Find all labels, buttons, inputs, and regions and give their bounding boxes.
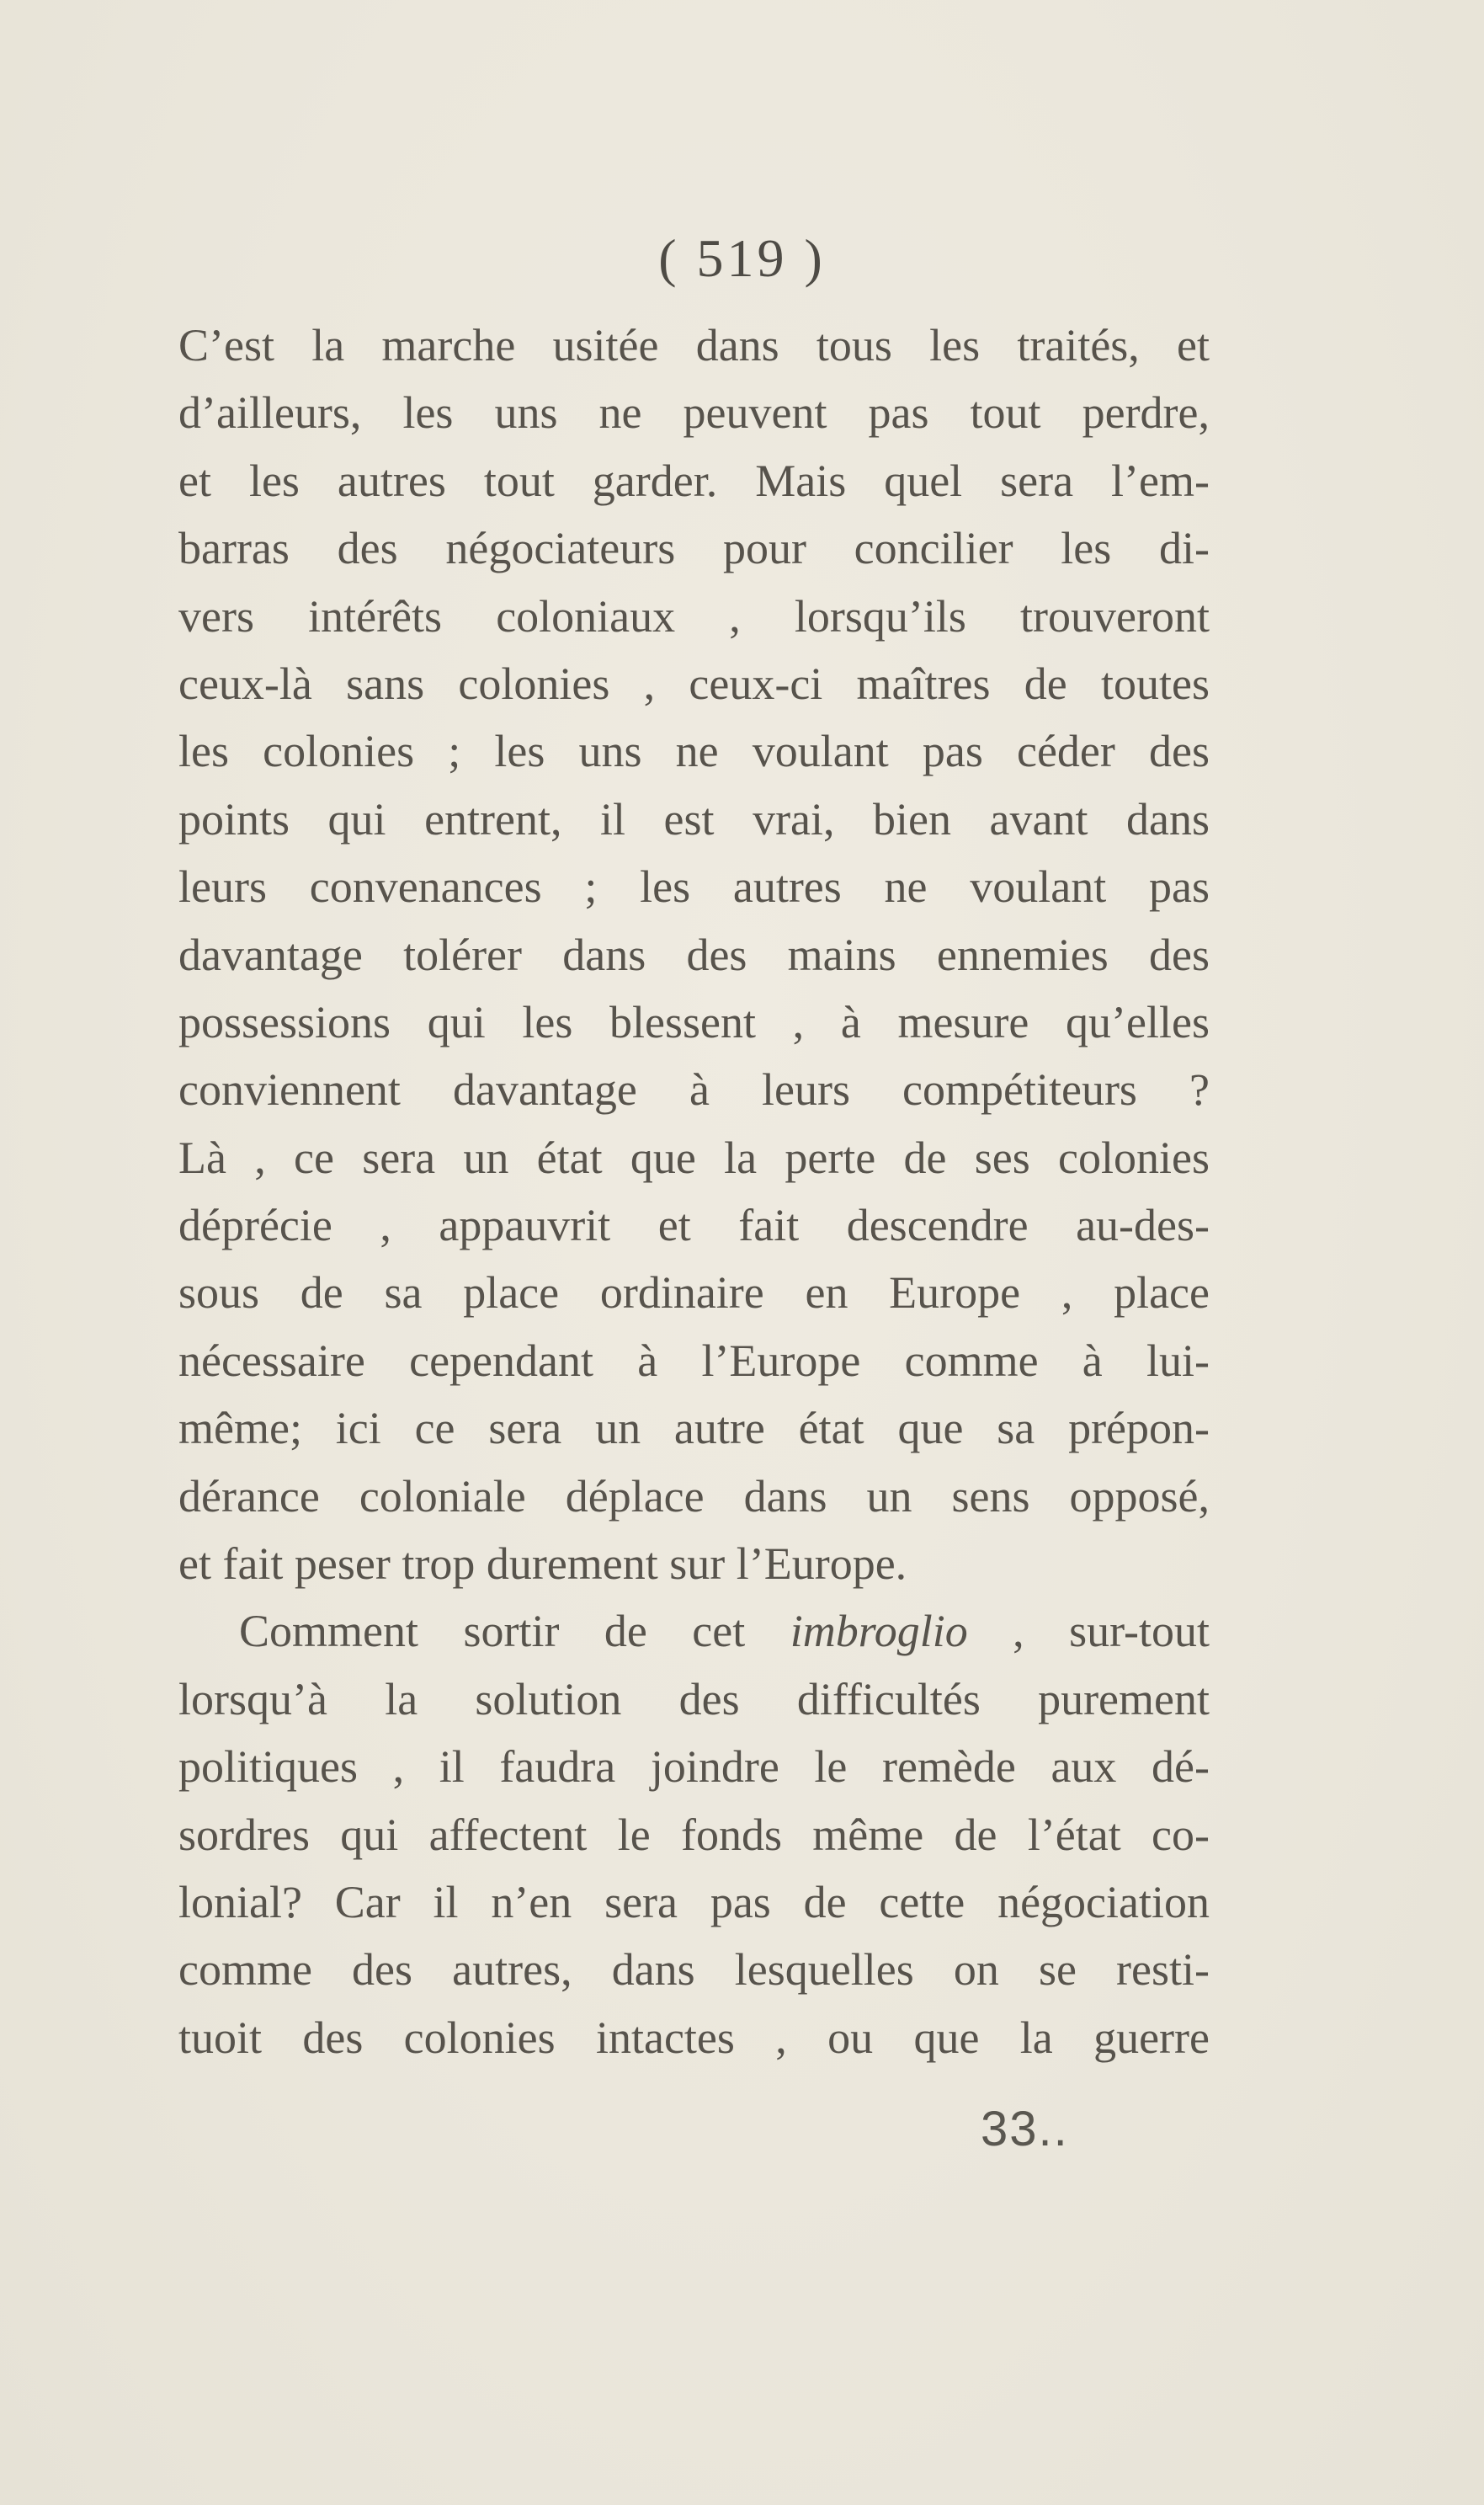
text-line: et les autres tout garder. Mais quel sera l’em- [178,455,1210,506]
text-line: ceux-là sans colonies , ceux-ci maîtres de toutes [178,658,1210,709]
body-text [178,312,1210,2071]
text-line: dérance coloniale déplace dans un sens opposé, [178,1470,1210,1522]
text-line: déprécie , appauvrit et fait descendre au-des- [178,1200,1210,1251]
text-line: sordres qui affectent le fonds même de l’état co- [178,1809,1210,1860]
text-line: comme des autres, dans lesquelles on se resti- [178,1944,1210,1996]
text-line: points qui entrent, il est vrai, bien avant dans [178,793,1210,845]
text-line: C’est la marche usitée dans tous les traités, et [178,320,1210,370]
text-line: nécessaire cependant à l’Europe comme à lui- [178,1335,1210,1386]
text-line: lorsqu’à la solution des difficultés purement [178,1673,1210,1724]
text-line: leurs convenances ; les autres ne voulant pas [178,861,1210,913]
paragraph-opening-line [178,1597,1210,1665]
text-line: d’ailleurs, les uns ne peuvent pas tout perdre, [178,387,1210,439]
text-line: et fait peser trop durement sur l’Europe. [178,1538,907,1590]
text-line: sous de sa place ordinaire en Europe , place [178,1267,1210,1319]
text-line: lonial? Car il n’en sera pas de cette négociation [178,1876,1210,1927]
text-segment: Comment sortir de cet [239,1606,746,1657]
text-line: conviennent davantage à leurs compétiteurs ? [178,1064,1210,1116]
text-line: possessions qui les blessent , à mesure qu’elles [178,996,1210,1047]
text-line: tuoit des colonies intactes , ou que la guerre [178,2012,1210,2063]
text-line: Là , ce sera un état que la perte de ses colonies [178,1132,1210,1183]
text-line: les colonies ; les uns ne voulant pas céder des [178,726,1210,777]
text-line: même; ici ce sera un autre état que sa prépon- [178,1403,1210,1454]
italic-word: imbroglio [790,1606,968,1657]
text-line: barras des négociateurs pour concilier les di- [178,523,1210,574]
text-segment: , sur-tout [1013,1606,1210,1657]
signature-mark: 33.. [981,2102,1069,2156]
text-line: politiques , il faudra joindre le remède aux dé- [178,1741,1210,1793]
text-line: vers intérêts coloniaux , lorsqu’ils trouveront [178,590,1210,642]
text-line: davantage tolérer dans des mains ennemies des [178,929,1210,980]
page-number: ( 519 ) [658,228,826,288]
